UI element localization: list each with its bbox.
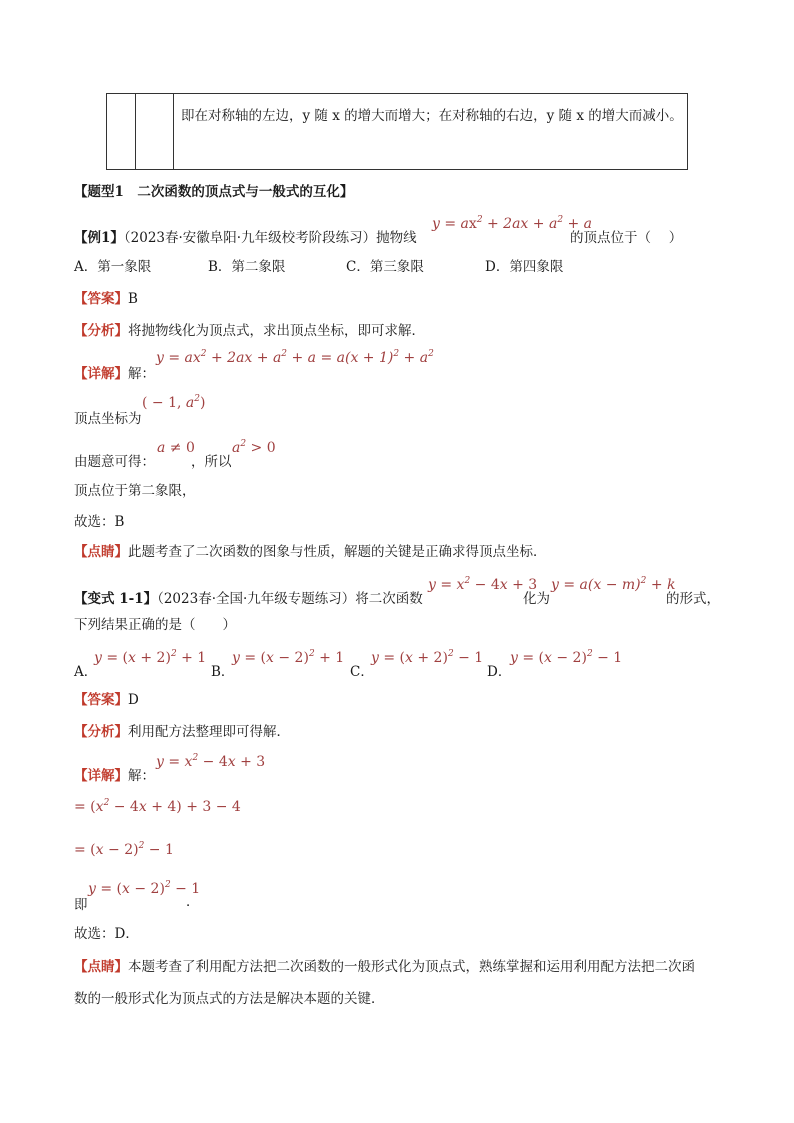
variant1-result-formula: $y = (x - 2)^2 - 1$ [88, 880, 201, 897]
answer-value: B [128, 291, 138, 307]
variant1-comment [74, 955, 695, 975]
variant1-option-d-formula: $y = (x - 2)^2 - 1$ [510, 649, 623, 666]
variant1-option-b-label: B． [211, 664, 235, 680]
analysis-text: 将抛物线化为顶点式，求出顶点坐标，即可求解． [128, 323, 425, 339]
location-text: 顶点位于第二象限， [74, 483, 196, 499]
variant1-step-2: = $(x^2 - 4x + 4) + 3 - 4$ [74, 798, 241, 815]
example1-formula: $y = ax^2 + 2ax + a^2 + a$ [432, 215, 593, 232]
comment-label: 【点睛】 [74, 959, 128, 975]
example1-source: （2023春·安徽阜阳·九年级校考阶段练习）抛物线 [123, 230, 417, 246]
example1-suffix: 的顶点位于（ ） [570, 230, 683, 246]
example1-option-b: B．第二象限 [208, 259, 286, 275]
variant1-suffix: 的形式， [666, 591, 720, 607]
variant1-formula-1: $y = x^2 - 4x + 3$ [428, 576, 538, 593]
example1-option-c: C．第三象限 [346, 259, 424, 275]
answer-value: D [128, 692, 139, 708]
condition-formula-1: a ≠ 0 [157, 440, 195, 456]
variant1-formula-2: $y = a(x - m)^2 + k$ [551, 576, 676, 593]
variant1-question [74, 587, 423, 607]
example1-detail-formula: $y = ax^2 + 2ax + a^2 + a = a(x + 1)^2 + a^2$ [156, 349, 434, 366]
variant1-option-d-label: D． [487, 664, 512, 680]
variant1-answer [74, 688, 139, 708]
comment-text-line1: 本题考查了利用配方法把二次函数的一般形式化为顶点式，熟练掌握和运用利用配方法把二次函 [128, 959, 695, 975]
variant1-comment-line2: 数的一般形式化为顶点式的方法是解决本题的关键． [74, 991, 385, 1007]
analysis-label: 【分析】 [74, 323, 128, 339]
variant1-option-a-formula: $y = (x + 2)^2 + 1$ [94, 649, 207, 666]
variant1-source: （2023春·全国·九年级专题练习）将二次函数 [157, 591, 423, 607]
variant1-option-a-label: A． [74, 664, 98, 680]
table-cell-index [107, 94, 136, 169]
variant1-result-prefix: 即 [74, 897, 88, 913]
example1-detail [74, 362, 155, 382]
variant1-analysis [74, 720, 290, 740]
condition-mid: ，所以 [191, 454, 232, 470]
variant1-result-suffix: ． [186, 894, 200, 910]
section-title: 【题型1 二次函数的顶点式与一般式的互化】 [74, 184, 354, 200]
answer-label: 【答案】 [74, 692, 128, 708]
example1-option-d: D．第四象限 [485, 259, 564, 275]
variant1-detail [74, 764, 155, 784]
detail-label: 【详解】 [74, 768, 128, 784]
detail-prefix: 解： [128, 768, 155, 784]
comment-label: 【点睛】 [74, 544, 128, 560]
table-cell-text: 即在对称轴的左边，y 随 x 的增大而增大；在对称轴的右边，y 随 x 的增大而减小。 [181, 108, 683, 124]
variant1-step-1: $y = x^2 - 4x + 3$ [156, 753, 266, 770]
answer-label: 【答案】 [74, 291, 128, 307]
variant1-tag: 【变式 1-1】 [74, 591, 158, 607]
example1-question [74, 226, 417, 246]
variant1-choose-text: 故选：D． [74, 926, 139, 942]
example1-answer [74, 287, 138, 307]
condition-text: 由题意可得： [74, 454, 155, 470]
choose-text: 故选：B [74, 514, 125, 530]
variant1-mid: 化为 [523, 591, 550, 607]
variant1-option-c-formula: $y = (x + 2)^2 - 1$ [371, 649, 484, 666]
condition-line [74, 450, 155, 470]
variant1-option-b-formula: $y = (x - 2)^2 + 1$ [232, 649, 345, 666]
vertex-formula: ( − 1, $a^2$) [142, 394, 206, 411]
example1-option-a: A．第一象限 [74, 259, 152, 275]
condition-formula-2: $a^2 > 0$ [232, 439, 276, 456]
property-table [106, 93, 688, 170]
detail-prefix: 解： [128, 366, 155, 382]
vertex-text: 顶点坐标为 [74, 411, 142, 427]
analysis-text: 利用配方法整理即可得解． [128, 724, 290, 740]
example1-analysis [74, 319, 425, 339]
table-cell-label [136, 94, 174, 169]
variant1-step-3: = $(x - 2)^2 - 1$ [74, 841, 174, 858]
variant1-option-c-label: C． [350, 664, 374, 680]
example1-tag: 【例1】 [74, 230, 124, 246]
detail-label: 【详解】 [74, 366, 128, 382]
variant1-line2: 下列结果正确的是（ ） [74, 617, 236, 633]
comment-text: 此题考查了二次函数的图象与性质，解题的关键是正确求得顶点坐标． [128, 544, 547, 560]
analysis-label: 【分析】 [74, 724, 128, 740]
example1-comment [74, 540, 547, 560]
